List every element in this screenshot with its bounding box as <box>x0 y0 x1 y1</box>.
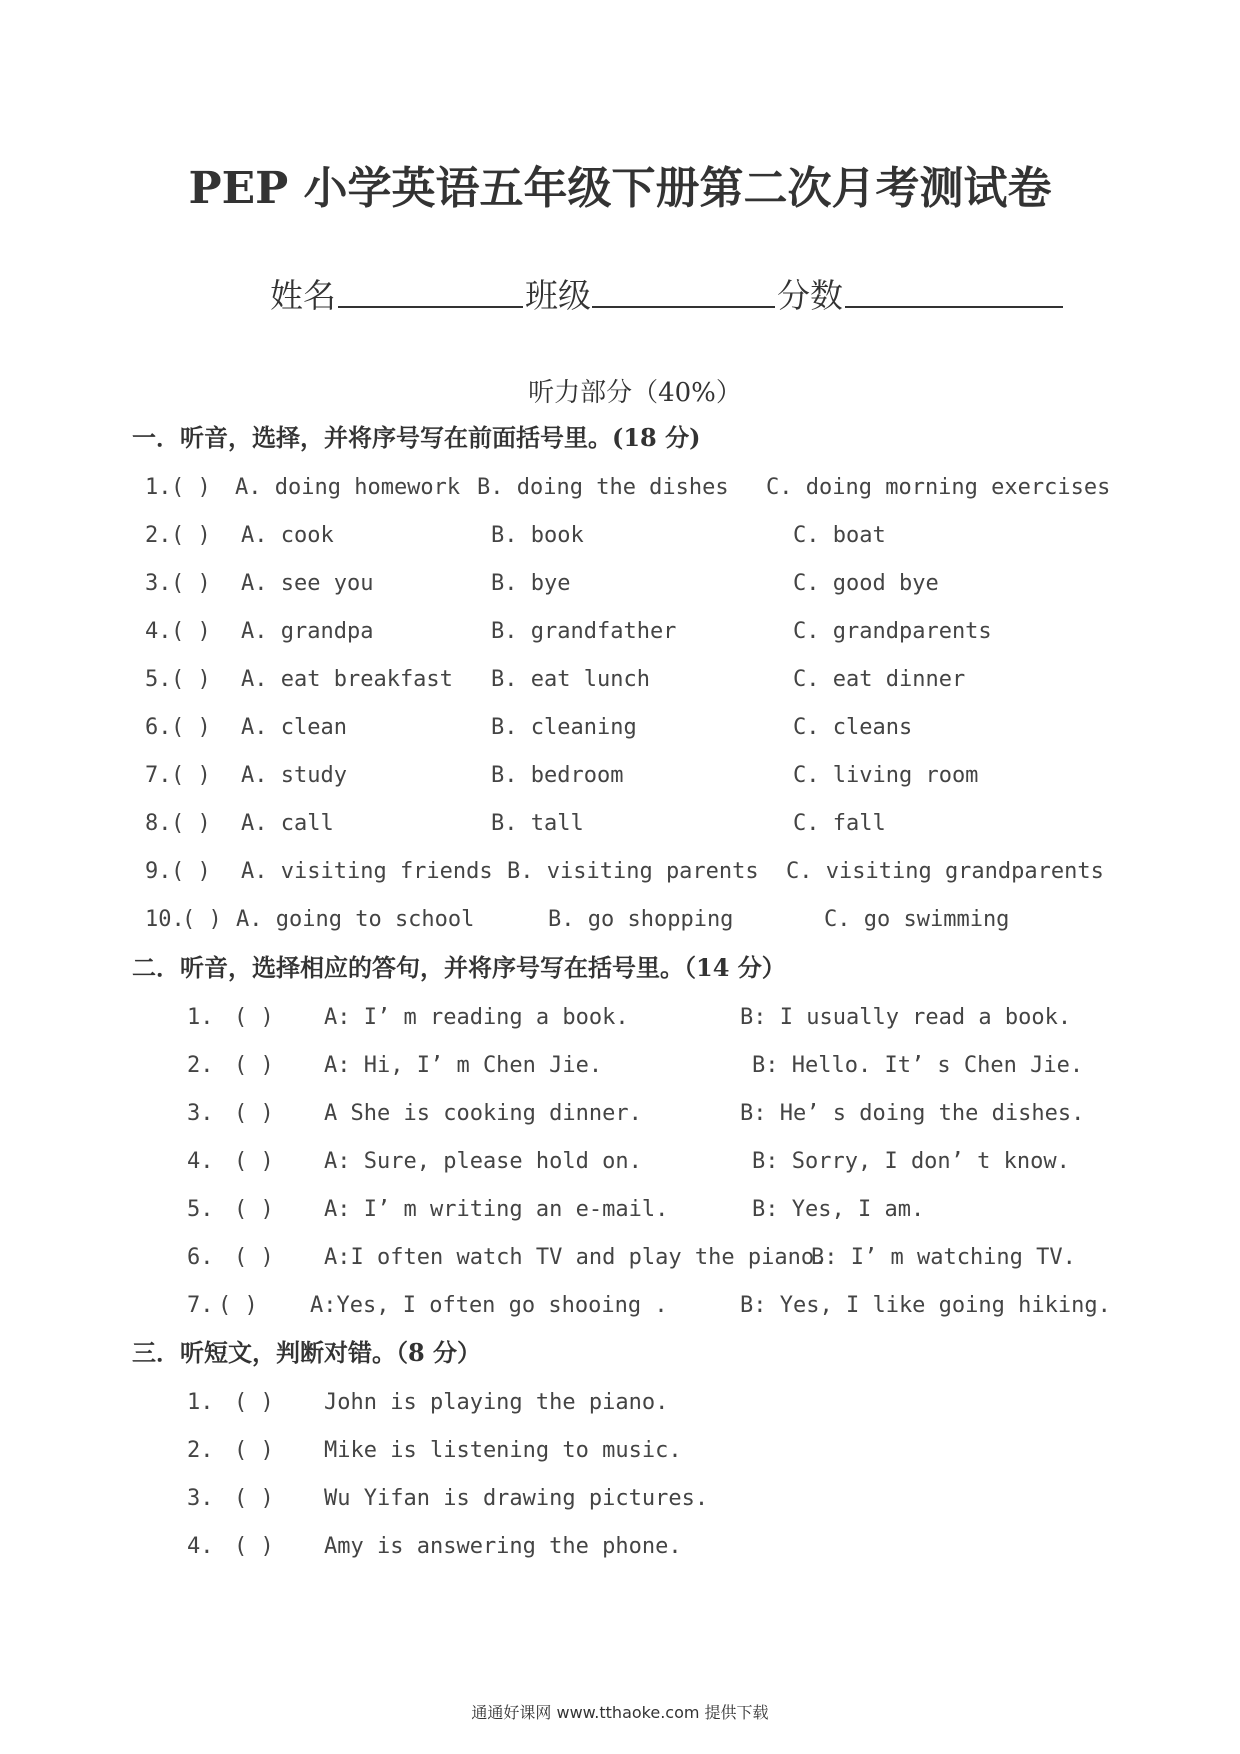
answer-blank: ( ) <box>234 1438 274 1463</box>
name-blank <box>338 306 523 308</box>
option-b: B: I usually read a book. <box>740 1005 1072 1030</box>
option-b: B: Hello. It’ s Chen Jie. <box>752 1053 1084 1078</box>
option-b: B. visiting parents <box>507 859 759 884</box>
answer-blank: ( ) <box>234 1101 274 1126</box>
question-number: 2. <box>187 1438 214 1463</box>
answer-blank: ( ) <box>234 1245 274 1270</box>
option-a: A:Yes, I often go shooing . <box>310 1293 668 1318</box>
answer-blank: ( ) <box>234 1197 274 1222</box>
class-blank <box>592 306 775 308</box>
option-b: B. eat lunch <box>491 667 650 692</box>
option-a: A. study <box>241 763 347 788</box>
option-a: A. clean <box>241 715 347 740</box>
answer-blank: ( ) <box>234 1149 274 1174</box>
question-number: 6. <box>187 1245 214 1270</box>
option-b: B. book <box>491 523 584 548</box>
answer-blank: ( ) <box>234 1486 274 1511</box>
name-label: 姓名 <box>270 276 336 315</box>
question-number: 5. <box>145 667 172 692</box>
option-c: C. eat dinner <box>793 667 966 692</box>
option-a: A. cook <box>241 523 334 548</box>
question-number: 2. <box>145 523 172 548</box>
answer-blank: ( ) <box>234 1534 274 1559</box>
answer-blank: ( ) <box>171 475 211 500</box>
listening-header: 听力部分（40%） <box>528 378 742 408</box>
option-b: B: He’ s doing the dishes. <box>740 1101 1085 1126</box>
option-a: A. visiting friends <box>241 859 493 884</box>
option-a: A. call <box>241 811 334 836</box>
question-number: 2. <box>187 1053 214 1078</box>
option-a: A. going to school <box>236 907 475 932</box>
option-b: B: Sorry, I don’ t know. <box>752 1149 1070 1174</box>
option-b: B: I’ m watching TV. <box>811 1245 1076 1270</box>
option-b: B. go shopping <box>548 907 734 932</box>
option-b: B. bedroom <box>491 763 624 788</box>
option-c: C. grandparents <box>793 619 992 644</box>
question-number: 1. <box>145 475 172 500</box>
question-number: 7. <box>145 763 172 788</box>
question-number: 1. <box>187 1390 214 1415</box>
option-a: A: I’ m reading a book. <box>324 1005 629 1030</box>
option-b: B. bye <box>491 571 571 596</box>
answer-blank: ( ) <box>234 1390 274 1415</box>
option-c: C. cleans <box>793 715 913 740</box>
option-a: A. grandpa <box>241 619 374 644</box>
answer-blank: ( ) <box>171 523 211 548</box>
option-c: C. doing morning exercises <box>766 475 1111 500</box>
option-a: A. eat breakfast <box>241 667 453 692</box>
option-a: A: Hi, I’ m Chen Jie. <box>324 1053 603 1078</box>
question-number: 6. <box>145 715 172 740</box>
answer-blank: ( ) <box>171 715 211 740</box>
section1-heading: 一．听音，选择，并将序号写在前面括号里。(18 分) <box>132 423 701 452</box>
answer-blank: ( ) <box>171 571 211 596</box>
question-number: 10. <box>145 907 185 932</box>
answer-blank: ( ) <box>218 1293 258 1318</box>
option-a: A She is cooking dinner. <box>324 1101 642 1126</box>
option-b: B: Yes, I like going hiking. <box>740 1293 1111 1318</box>
option-b: B. grandfather <box>491 619 677 644</box>
option-c: C. good bye <box>793 571 939 596</box>
option-b: B: Yes, I am. <box>752 1197 925 1222</box>
statement-text: John is playing the piano. <box>324 1390 669 1415</box>
option-b: B. doing the dishes <box>477 475 729 500</box>
score-blank <box>845 306 1063 308</box>
option-a: A. see you <box>241 571 374 596</box>
answer-blank: ( ) <box>234 1005 274 1030</box>
section3-heading: 三．听短文，判断对错。（8 分） <box>132 1338 482 1367</box>
option-c: C. boat <box>793 523 886 548</box>
option-b: B. tall <box>491 811 584 836</box>
page-title: PEP 小学英语五年级下册第二次月考测试卷 <box>188 163 1052 214</box>
option-b: B. cleaning <box>491 715 637 740</box>
answer-blank: ( ) <box>171 763 211 788</box>
statement-text: Amy is answering the phone. <box>324 1534 682 1559</box>
question-number: 8. <box>145 811 172 836</box>
option-c: C. living room <box>793 763 979 788</box>
option-c: C. visiting grandparents <box>786 859 1104 884</box>
option-a: A:I often watch TV and play the piano. <box>324 1245 828 1270</box>
question-number: 9. <box>145 859 172 884</box>
answer-blank: ( ) <box>182 907 222 932</box>
question-number: 4. <box>145 619 172 644</box>
question-number: 4. <box>187 1149 214 1174</box>
question-number: 7. <box>187 1293 214 1318</box>
option-a: A: I’ m writing an e-mail. <box>324 1197 669 1222</box>
question-number: 3. <box>187 1486 214 1511</box>
answer-blank: ( ) <box>171 811 211 836</box>
question-number: 4. <box>187 1534 214 1559</box>
footer-credit: 通通好课网 www.tthaoke.com 提供下载 <box>471 1703 769 1722</box>
option-c: C. go swimming <box>824 907 1010 932</box>
answer-blank: ( ) <box>171 619 211 644</box>
question-number: 3. <box>187 1101 214 1126</box>
answer-blank: ( ) <box>171 667 211 692</box>
question-number: 3. <box>145 571 172 596</box>
option-a: A. doing homework <box>235 475 461 500</box>
statement-text: Wu Yifan is drawing pictures. <box>324 1486 709 1511</box>
section2-heading: 二．听音，选择相应的答句，并将序号写在括号里。（14 分） <box>132 953 786 982</box>
statement-text: Mike is listening to music. <box>324 1438 682 1463</box>
answer-blank: ( ) <box>234 1053 274 1078</box>
option-c: C. fall <box>793 811 886 836</box>
option-a: A: Sure, please hold on. <box>324 1149 642 1174</box>
answer-blank: ( ) <box>171 859 211 884</box>
score-label: 分数 <box>777 276 843 315</box>
question-number: 5. <box>187 1197 214 1222</box>
class-label: 班级 <box>525 276 591 315</box>
question-number: 1. <box>187 1005 214 1030</box>
